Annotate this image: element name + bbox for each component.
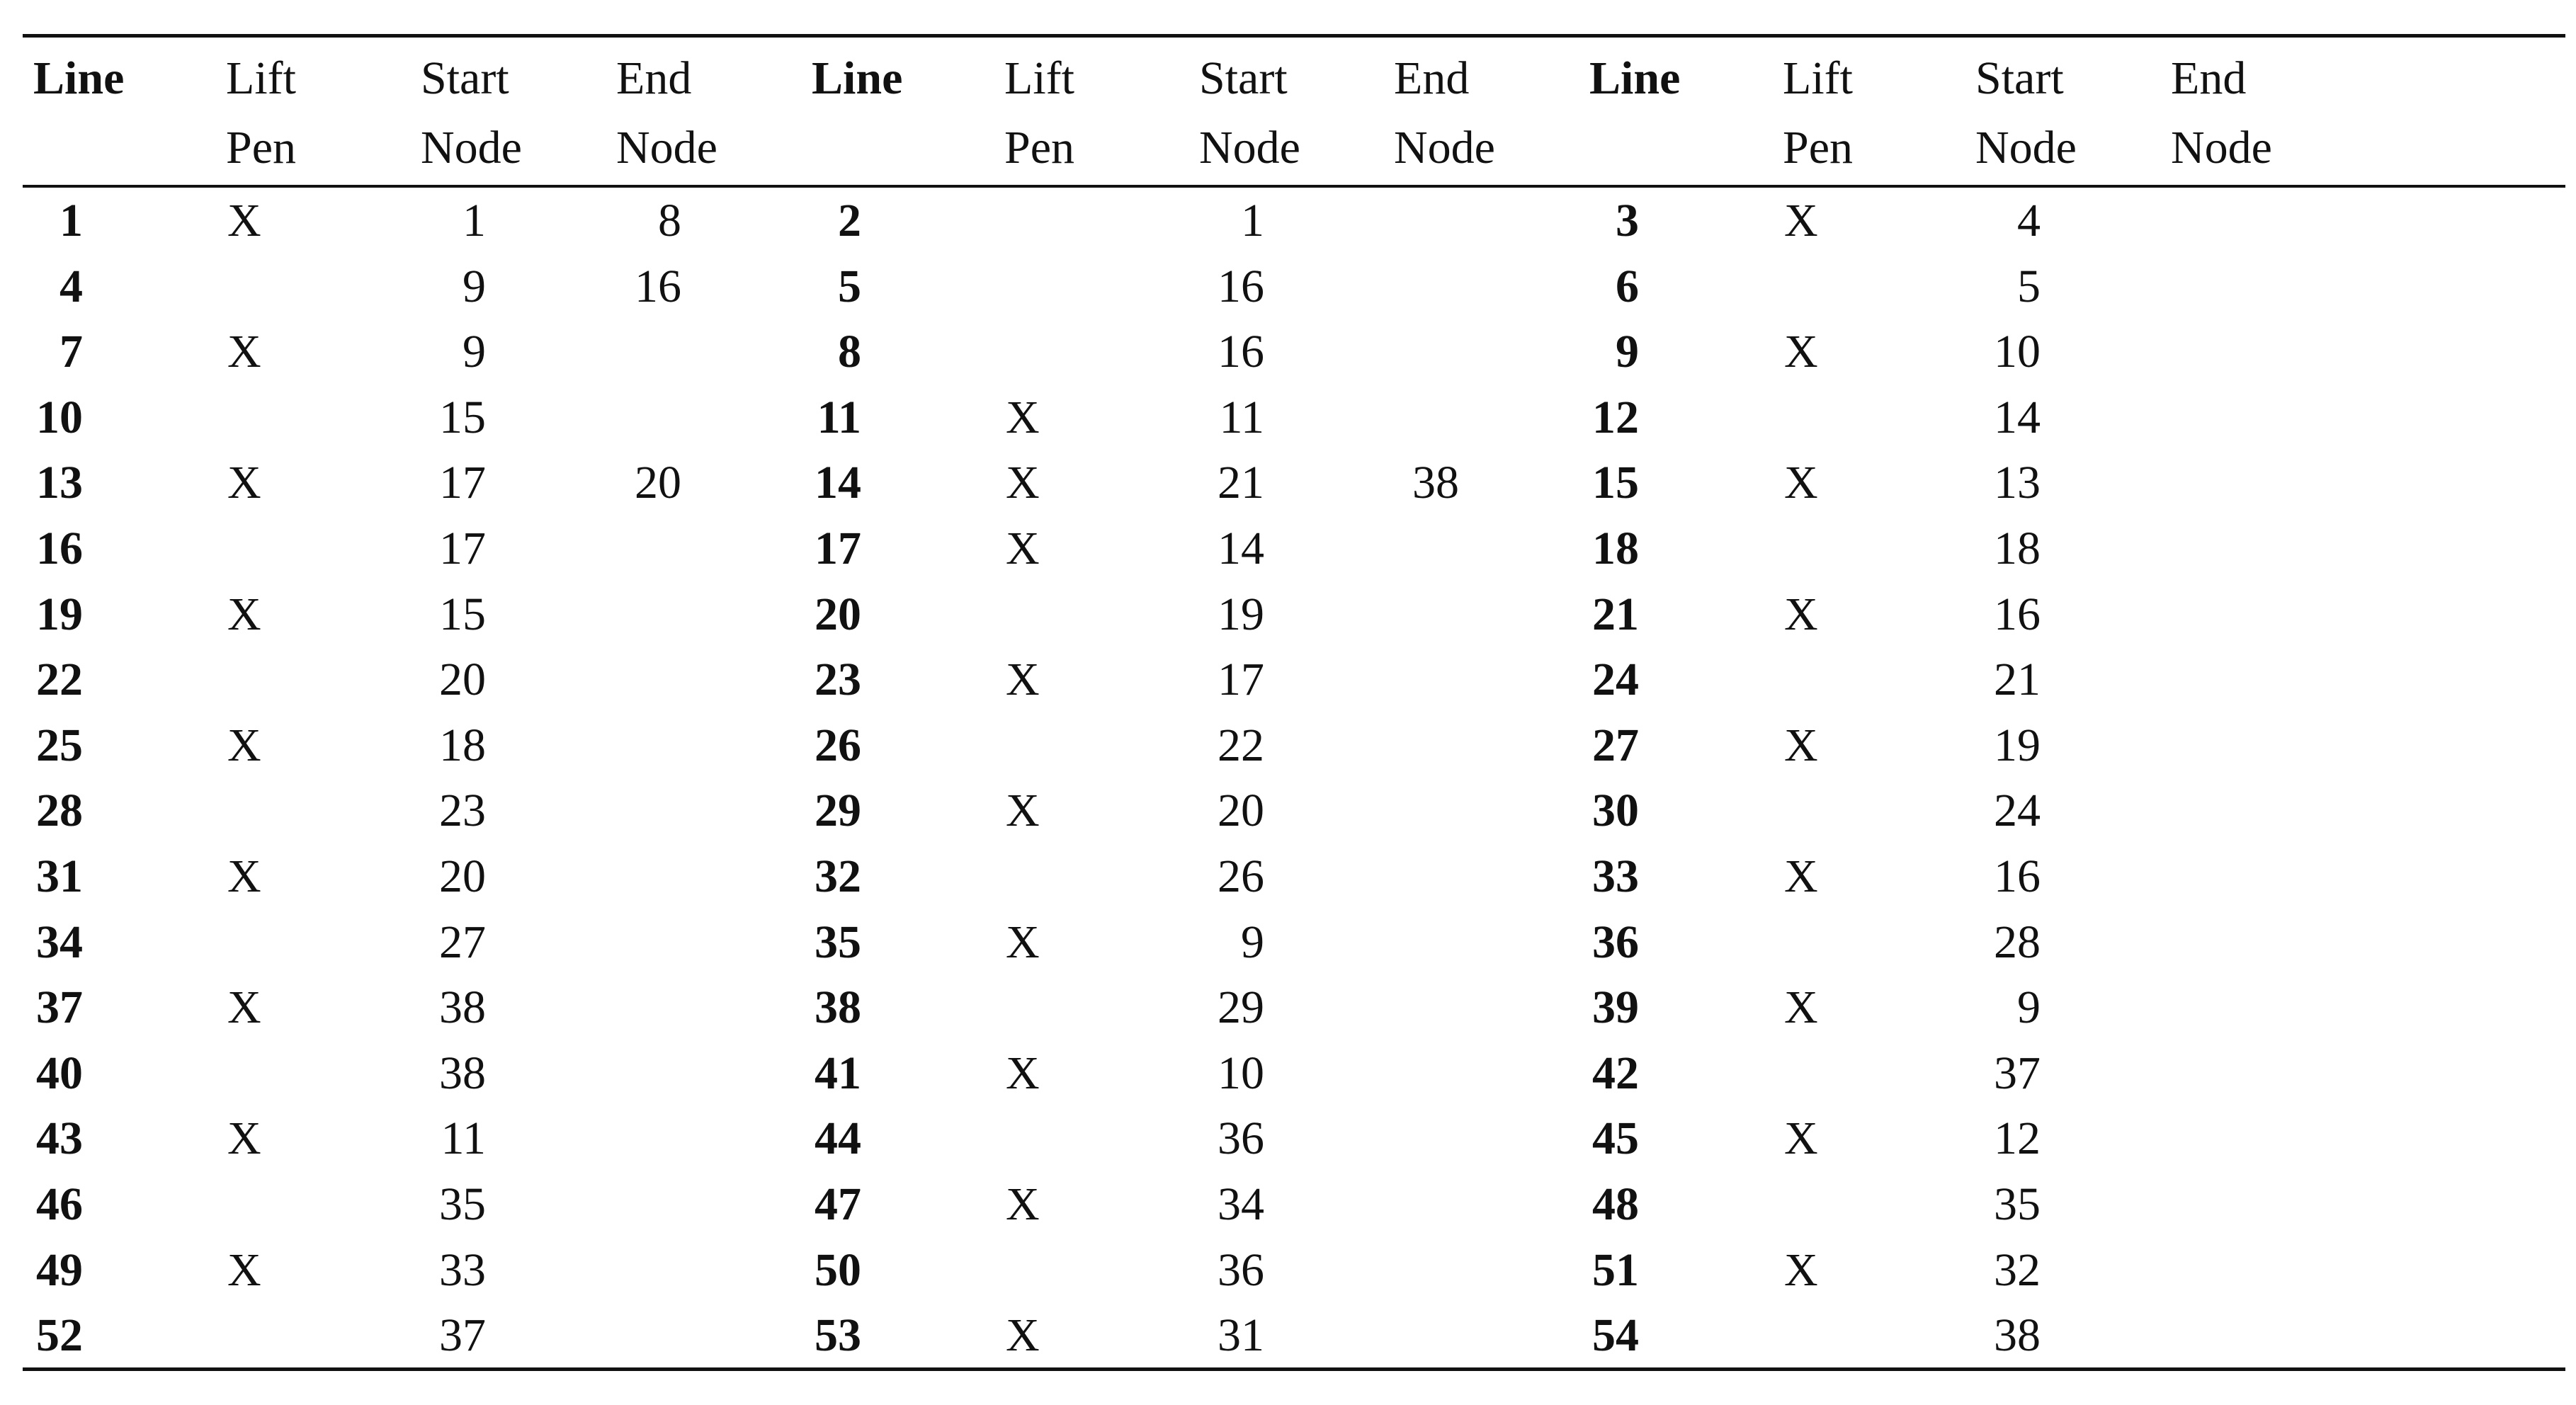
start-node-cell: 34 xyxy=(1218,1178,1264,1230)
table-row xyxy=(0,385,2576,450)
table-row xyxy=(0,582,2576,647)
start-node-cell: 17 xyxy=(439,523,486,574)
lift-pen-cell: X xyxy=(227,457,261,509)
line-number-cell: 1 xyxy=(59,195,83,246)
start-node-cell: 27 xyxy=(439,916,486,968)
lift-pen-cell: X xyxy=(227,326,261,378)
line-number-cell: 26 xyxy=(815,719,861,771)
line-number-cell: 36 xyxy=(1592,916,1639,968)
line-number-cell: 47 xyxy=(815,1178,861,1230)
start-node-cell: 22 xyxy=(1218,719,1264,771)
line-number-cell: 53 xyxy=(815,1309,861,1362)
line-number-cell: 33 xyxy=(1592,851,1639,902)
lift-pen-cell: X xyxy=(1006,1047,1040,1099)
lift-pen-cell: X xyxy=(227,1113,261,1165)
start-node-cell: 13 xyxy=(1994,457,2041,509)
line-number-cell: 24 xyxy=(1592,654,1639,706)
column-header-11-line-2: Node xyxy=(1975,122,2077,174)
lift-pen-cell: X xyxy=(227,588,261,640)
column-header-8-line-2: Node xyxy=(1394,122,1495,174)
line-number-cell: 41 xyxy=(815,1047,861,1099)
start-node-cell: 16 xyxy=(1218,326,1264,378)
table-row xyxy=(0,1106,2576,1171)
table-row xyxy=(0,1172,2576,1237)
column-header-2-line-2: Pen xyxy=(226,122,296,174)
start-node-cell: 36 xyxy=(1218,1244,1264,1296)
line-number-cell: 4 xyxy=(59,260,83,312)
start-node-cell: 1 xyxy=(463,195,486,246)
line-number-cell: 16 xyxy=(36,523,83,574)
line-number-cell: 19 xyxy=(36,588,83,640)
table-row xyxy=(0,975,2576,1040)
line-number-cell: 52 xyxy=(36,1309,83,1362)
start-node-cell: 5 xyxy=(2017,260,2041,312)
start-node-cell: 9 xyxy=(463,260,486,312)
line-number-cell: 31 xyxy=(36,851,83,902)
table-row xyxy=(0,1303,2576,1368)
top-rule xyxy=(23,34,2565,38)
start-node-cell: 29 xyxy=(1218,982,1264,1034)
line-number-cell: 48 xyxy=(1592,1178,1639,1230)
line-number-cell: 29 xyxy=(815,785,861,837)
start-node-cell: 26 xyxy=(1218,851,1264,902)
column-header-6-line-2: Pen xyxy=(1004,122,1074,174)
start-node-cell: 32 xyxy=(1994,1244,2041,1296)
lift-pen-cell: X xyxy=(227,719,261,771)
line-number-cell: 9 xyxy=(1616,326,1639,378)
column-header-1-line-1: Line xyxy=(33,52,125,104)
start-node-cell: 24 xyxy=(1994,785,2041,837)
start-node-cell: 15 xyxy=(439,391,486,443)
column-header-3-line-2: Node xyxy=(421,122,522,174)
start-node-cell: 16 xyxy=(1218,260,1264,312)
start-node-cell: 9 xyxy=(2017,982,2041,1034)
column-header-11-line-1: Start xyxy=(1975,52,2064,104)
column-header-3-line-1: Start xyxy=(421,52,509,104)
table-row xyxy=(0,254,2576,319)
start-node-cell: 33 xyxy=(439,1244,486,1296)
column-header-5-line-1: Line xyxy=(812,52,903,104)
start-node-cell: 20 xyxy=(1218,785,1264,837)
line-number-cell: 10 xyxy=(36,391,83,443)
table-row xyxy=(0,1238,2576,1303)
lift-pen-cell: X xyxy=(1006,523,1040,574)
table-row xyxy=(0,319,2576,385)
line-number-cell: 8 xyxy=(838,326,861,378)
column-header-7-line-2: Node xyxy=(1199,122,1300,174)
line-number-cell: 37 xyxy=(36,982,83,1034)
start-node-cell: 38 xyxy=(439,982,486,1034)
line-number-cell: 22 xyxy=(36,654,83,706)
start-node-cell: 21 xyxy=(1994,654,2041,706)
line-number-cell: 7 xyxy=(59,326,83,378)
table-row xyxy=(0,188,2576,254)
start-node-cell: 20 xyxy=(439,654,486,706)
line-number-cell: 17 xyxy=(815,523,861,574)
end-node-cell: 16 xyxy=(635,260,681,312)
start-node-cell: 37 xyxy=(439,1309,486,1362)
start-node-cell: 20 xyxy=(439,851,486,902)
start-node-cell: 9 xyxy=(1241,916,1264,968)
start-node-cell: 17 xyxy=(1218,654,1264,706)
line-number-cell: 5 xyxy=(838,260,861,312)
line-number-cell: 50 xyxy=(815,1244,861,1296)
line-number-cell: 15 xyxy=(1592,457,1639,509)
start-node-cell: 11 xyxy=(1219,391,1264,443)
start-node-cell: 38 xyxy=(1994,1309,2041,1362)
start-node-cell: 37 xyxy=(1994,1047,2041,1099)
start-node-cell: 18 xyxy=(1994,523,2041,574)
lift-pen-cell: X xyxy=(1784,1113,1818,1165)
line-number-cell: 20 xyxy=(815,588,861,640)
table-row xyxy=(0,910,2576,975)
lift-pen-cell: X xyxy=(1006,1309,1040,1362)
start-node-cell: 19 xyxy=(1994,719,2041,771)
line-number-cell: 18 xyxy=(1592,523,1639,574)
column-header-4-line-1: End xyxy=(616,52,692,104)
column-header-6-line-1: Lift xyxy=(1004,52,1074,104)
start-node-cell: 9 xyxy=(463,326,486,378)
table-row xyxy=(0,778,2576,843)
column-header-2-line-1: Lift xyxy=(226,52,296,104)
start-node-cell: 16 xyxy=(1994,851,2041,902)
lift-pen-cell: X xyxy=(1006,785,1040,837)
start-node-cell: 15 xyxy=(439,588,486,640)
line-number-cell: 44 xyxy=(815,1113,861,1165)
start-node-cell: 36 xyxy=(1218,1113,1264,1165)
start-node-cell: 14 xyxy=(1218,523,1264,574)
start-node-cell: 35 xyxy=(1994,1178,2041,1230)
line-number-cell: 13 xyxy=(36,457,83,509)
start-node-cell: 19 xyxy=(1218,588,1264,640)
start-node-cell: 38 xyxy=(439,1047,486,1099)
lift-pen-cell: X xyxy=(1784,195,1818,246)
column-header-10-line-2: Pen xyxy=(1783,122,1853,174)
start-node-cell: 10 xyxy=(1218,1047,1264,1099)
table-row xyxy=(0,713,2576,778)
start-node-cell: 14 xyxy=(1994,391,2041,443)
line-number-cell: 54 xyxy=(1592,1309,1639,1362)
end-node-cell: 20 xyxy=(635,457,681,509)
lift-pen-cell: X xyxy=(1006,654,1040,706)
lift-pen-cell: X xyxy=(1006,916,1040,968)
start-node-cell: 12 xyxy=(1994,1113,2041,1165)
start-node-cell: 28 xyxy=(1994,916,2041,968)
line-number-cell: 14 xyxy=(815,457,861,509)
lift-pen-cell: X xyxy=(1784,588,1818,640)
line-number-cell: 49 xyxy=(36,1244,83,1296)
line-number-cell: 45 xyxy=(1592,1113,1639,1165)
column-header-7-line-1: Start xyxy=(1199,52,1288,104)
lift-pen-cell: X xyxy=(1006,1178,1040,1230)
line-number-cell: 27 xyxy=(1592,719,1639,771)
line-number-cell: 35 xyxy=(815,916,861,968)
line-number-cell: 25 xyxy=(36,719,83,771)
start-node-cell: 11 xyxy=(441,1113,486,1165)
lift-pen-cell: X xyxy=(1784,457,1818,509)
lift-pen-cell: X xyxy=(1784,326,1818,378)
column-header-8-line-1: End xyxy=(1394,52,1470,104)
table-row xyxy=(0,647,2576,712)
line-number-cell: 23 xyxy=(815,654,861,706)
line-number-cell: 46 xyxy=(36,1178,83,1230)
line-number-cell: 6 xyxy=(1616,260,1639,312)
line-number-cell: 32 xyxy=(815,851,861,902)
column-header-4-line-2: Node xyxy=(616,122,717,174)
header-rule xyxy=(23,185,2565,188)
line-number-cell: 28 xyxy=(36,785,83,837)
start-node-cell: 18 xyxy=(439,719,486,771)
column-header-10-line-1: Lift xyxy=(1783,52,1853,104)
line-number-cell: 40 xyxy=(36,1047,83,1099)
line-number-cell: 51 xyxy=(1592,1244,1639,1296)
end-node-cell: 38 xyxy=(1412,457,1459,509)
start-node-cell: 35 xyxy=(439,1178,486,1230)
lift-pen-cell: X xyxy=(227,982,261,1034)
column-header-9-line-1: Line xyxy=(1589,52,1681,104)
start-node-cell: 23 xyxy=(439,785,486,837)
table-row xyxy=(0,516,2576,581)
line-number-cell: 39 xyxy=(1592,982,1639,1034)
lift-pen-cell: X xyxy=(1784,851,1818,902)
line-number-cell: 43 xyxy=(36,1113,83,1165)
start-node-cell: 16 xyxy=(1994,588,2041,640)
start-node-cell: 10 xyxy=(1994,326,2041,378)
line-number-cell: 3 xyxy=(1616,195,1639,246)
line-number-cell: 11 xyxy=(817,391,861,443)
line-number-cell: 21 xyxy=(1592,588,1639,640)
lift-pen-cell: X xyxy=(1784,1244,1818,1296)
lift-pen-cell: X xyxy=(1784,982,1818,1034)
end-node-cell: 8 xyxy=(658,195,681,246)
start-node-cell: 17 xyxy=(439,457,486,509)
lift-pen-cell: X xyxy=(227,195,261,246)
table-row xyxy=(0,844,2576,909)
line-number-cell: 2 xyxy=(838,195,861,246)
lift-pen-cell: X xyxy=(227,851,261,902)
table-row xyxy=(0,1041,2576,1106)
table-row xyxy=(0,450,2576,516)
line-number-cell: 38 xyxy=(815,982,861,1034)
line-number-cell: 42 xyxy=(1592,1047,1639,1099)
lift-pen-cell: X xyxy=(1006,457,1040,509)
start-node-cell: 4 xyxy=(2017,195,2041,246)
lift-pen-cell: X xyxy=(1006,391,1040,443)
line-number-cell: 34 xyxy=(36,916,83,968)
lift-pen-cell: X xyxy=(227,1244,261,1296)
start-node-cell: 21 xyxy=(1218,457,1264,509)
start-node-cell: 1 xyxy=(1241,195,1264,246)
column-header-12-line-2: Node xyxy=(2171,122,2272,174)
column-header-12-line-1: End xyxy=(2171,52,2247,104)
line-number-cell: 12 xyxy=(1592,391,1639,443)
lift-pen-cell: X xyxy=(1784,719,1818,771)
line-number-cell: 30 xyxy=(1592,785,1639,837)
start-node-cell: 31 xyxy=(1218,1309,1264,1362)
